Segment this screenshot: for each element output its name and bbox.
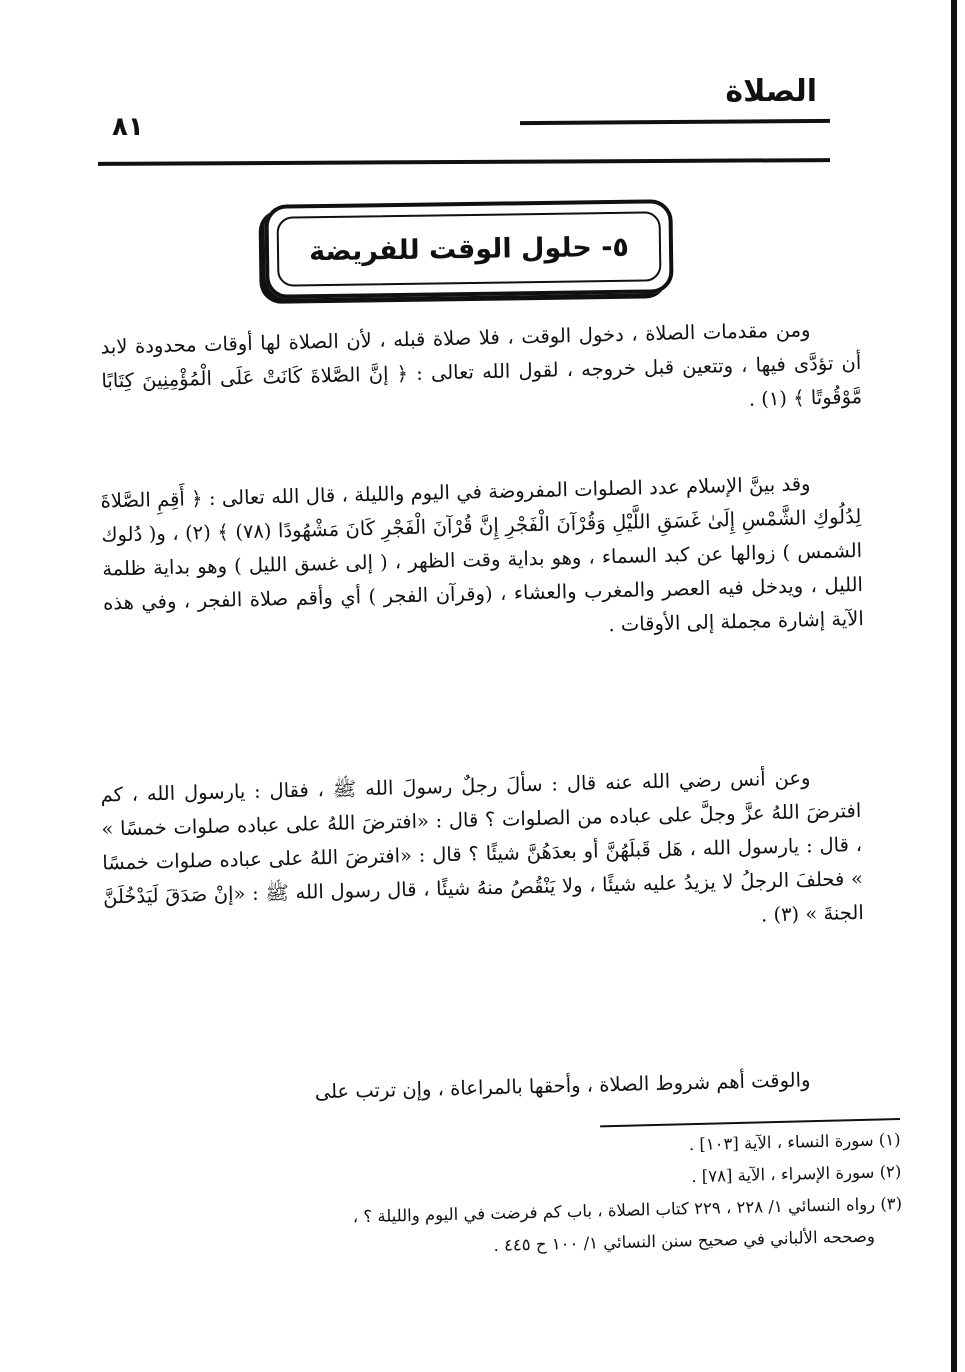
page-number: ٨١ bbox=[112, 112, 144, 142]
footnote-2: (٢) سورة الإسراء ، الآية [٧٨] . bbox=[691, 1161, 902, 1187]
section-title: ٥- حلول الوقت للفريضة bbox=[308, 231, 630, 267]
body-paragraph-4 bbox=[100, 1062, 861, 1115]
paragraph-text: والوقت أهم شروط الصلاة ، وأحقها بالمراعاة ، وإن ترتب على bbox=[314, 1068, 811, 1104]
footnote-1: (١) سورة النساء ، الآية [١٠٣] . bbox=[688, 1129, 901, 1155]
header-divider bbox=[98, 158, 830, 166]
body-paragraph-2 bbox=[100, 466, 864, 655]
footnote-3-continuation: وصححه الألباني في صحيح سنن النسائي ١/ ١٠٠ ح ٤٤٥ . bbox=[493, 1226, 876, 1255]
footnote-3: (٣) رواه النسائي ١/ ٢٢٨ ، ٢٢٩ كتاب الصلاة ، باب كم فرضت في اليوم والليلة ؟ ، bbox=[352, 1193, 903, 1227]
paragraph-text: ومن مقدمات الصلاة ، دخول الوقت ، فلا صلاة قبله ، لأن الصلاة لها أوقات محدودة لابد أن تؤدَّى فيها ، وتتعين قبل خروجه ، لقول الله تعالى : ﴿ إنَّ الصَّلاةَ كَانَتْ عَلَى الْمُؤْمِنِينَ كِتَابًا مَّوْقُوتًا ﴾ (١) . bbox=[100, 318, 863, 411]
paragraph-text: وعن أنس رضي الله عنه قال : سألَ رجلٌ رسولَ الله ﷺ ، فقال : يارسول الله ، كم افترضَ اللهُ عزَّ وجلَّ على عباده من الصلوات ؟ قال : «افترضَ اللهُ على عباده صلوات خمسًا » ، قال : يارسول الله ، هَل قَبلَهُنَّ أو بعدَهُنَّ شيئًا ؟ قال : «افترضَ اللهُ على عباده صلوات خمسًا » فحلفَ الرجلُ لا يزيدُ عليه شيئًا ، ولا يَنْقُصُ منهُ شيئًا ، قال رسول الله ﷺ : «إنْ صَدَقَ لَيَدْخُلَنَّ الجنةَ » (٣) . bbox=[100, 766, 865, 927]
paragraph-text: وقد بينَّ الإسلام عدد الصلوات المفروضة في اليوم والليلة ، قال الله تعالى : ﴿ أَقِمِ الصَّلاةَ لِدُلُوكِ الشَّمْسِ إِلَىٰ غَسَقِ اللَّيْلِ وَقُرْآنَ الْفَجْرِ إِنَّ قُرْآنَ الْفَجْرِ كَانَ مَشْهُودًا (٧٨) ﴾ (٢) ، و( دُلوك الشمس ) زوالها عن كبد السماء ، وهو بداية وقت الظهر ، ( إلى غسق الليل ) وهو بداية ظلمة الليل ، ويدخل فيه العصر والمغرب والعشاء ، (وقرآن الفجر ) أي وأقم صلاة الفجر ، وفي هذه الآية إشارة مجملة إلى الأوقات . bbox=[100, 472, 865, 637]
section-title-inner-frame bbox=[277, 211, 662, 286]
body-paragraph-3 bbox=[100, 760, 864, 949]
page-edge bbox=[951, 0, 957, 1372]
section-title-frame bbox=[264, 199, 673, 299]
body-paragraph-1 bbox=[100, 312, 862, 433]
footnotes bbox=[150, 1118, 903, 1270]
running-header-title: الصلاة bbox=[725, 74, 817, 109]
header-rule bbox=[520, 119, 830, 125]
